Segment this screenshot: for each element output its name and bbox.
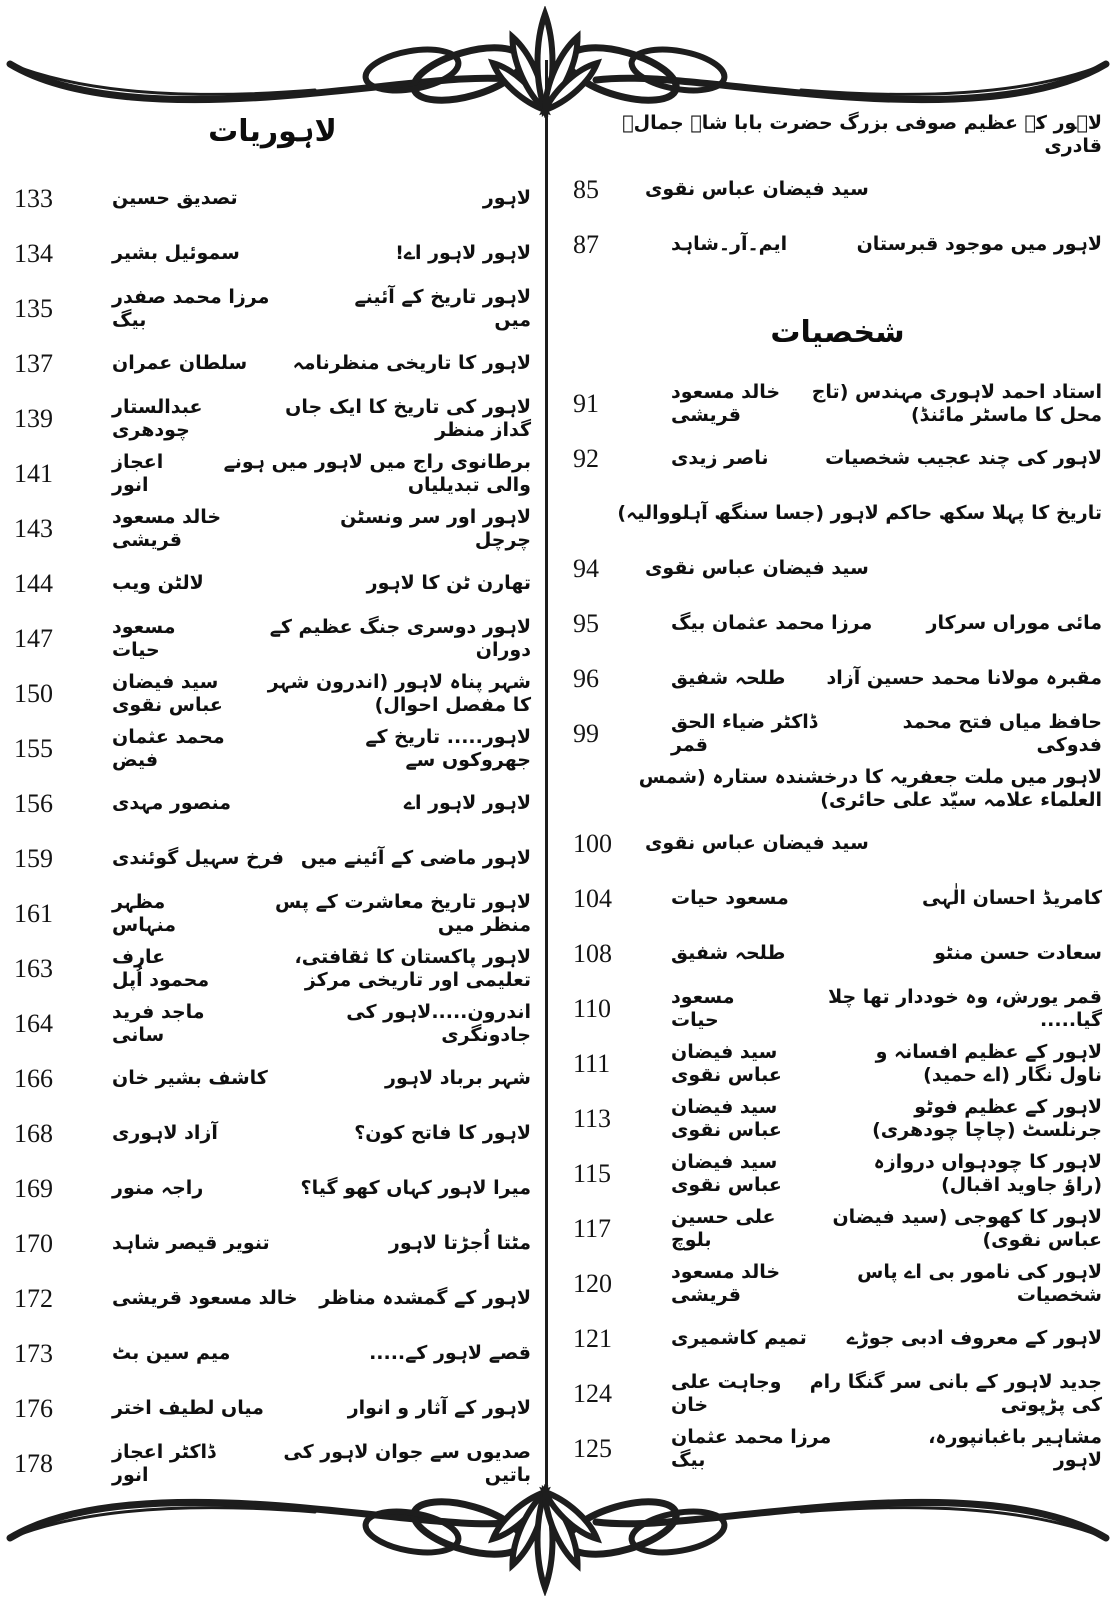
entry-author: میم سین بٹ	[112, 1342, 231, 1365]
entry-author: فرخ سہیل گوئندی	[112, 847, 284, 870]
entry-text	[86, 187, 531, 209]
entry-author: خالد مسعود قریشی	[112, 506, 222, 551]
entry-author: راجہ منور	[112, 1177, 204, 1200]
page-number: 141	[14, 458, 53, 488]
page-number: 94	[573, 553, 599, 583]
page-number: 96	[573, 663, 599, 693]
entry-text	[645, 381, 1102, 426]
page-number: 117	[573, 1213, 612, 1243]
entry-text	[645, 233, 1102, 255]
entry-text	[645, 447, 1102, 469]
entry-text	[573, 112, 1102, 157]
entry-title: برطانوی راج میں لاہور میں ہونے والی تبدیلیاں	[223, 451, 531, 496]
toc-entry	[573, 217, 1102, 272]
page-number: 137	[14, 348, 53, 378]
page-number: 113	[573, 1103, 612, 1133]
entry-author: ناصر زیدی	[671, 447, 769, 470]
page-number: 169	[14, 1173, 53, 1203]
page-number: 161	[14, 898, 53, 928]
entry-author: ڈاکٹر اعجاز انور	[112, 1441, 216, 1486]
entry-text	[645, 832, 1102, 854]
entry-author: ڈاکٹر ضیاء الحق قمر	[671, 711, 818, 756]
entry-author: طلحہ شفیق	[671, 667, 786, 690]
toc-entry	[573, 1421, 1102, 1476]
page-number: 147	[14, 623, 53, 653]
entry-title: لاہور تاریخ معاشرت کے پس منظر میں	[274, 891, 531, 936]
entry-title: لاہور..... تاریخ کے جھروکوں سے	[365, 726, 531, 771]
page-number: 172	[14, 1283, 53, 1313]
entry-text	[86, 1001, 531, 1046]
entry-text	[86, 1122, 531, 1144]
entry-text	[645, 612, 1102, 634]
toc-entry	[573, 486, 1102, 541]
page-number: 134	[14, 238, 53, 268]
entry-author: لالٹن ویب	[112, 572, 204, 595]
entry-text	[86, 847, 531, 869]
entry-text	[86, 1397, 531, 1419]
entry-title: لاہور کی تاریخ کا ایک جاں گداز منظر	[285, 396, 531, 441]
toc-entry	[14, 1161, 531, 1216]
entry-text	[86, 891, 531, 936]
page-number: 133	[14, 183, 53, 213]
entry-title: استاد احمد لاہوری مہندس (تاج محل کا ماسٹر مائنڈ)	[811, 381, 1102, 426]
page-number: 111	[573, 1048, 611, 1078]
toc-entry	[14, 886, 531, 941]
entry-title: لاہور کا فاتح کون؟	[354, 1122, 531, 1145]
entry-text	[86, 352, 531, 374]
toc-entry	[573, 1311, 1102, 1366]
entry-title: کامریڈ احسان الٰہی	[922, 887, 1102, 910]
entry-text	[645, 711, 1102, 756]
page-number: 163	[14, 953, 53, 983]
entry-title: مقبرہ مولانا محمد حسین آزاد	[826, 667, 1102, 690]
toc-entry	[573, 1201, 1102, 1256]
entry-text	[86, 671, 531, 716]
entry-author: میاں لطیف اختر	[112, 1397, 264, 1420]
entry-text	[645, 667, 1102, 689]
entry-author: مسعود حیات	[112, 616, 176, 661]
entry-title: لاہور میں موجود قبرستان	[856, 233, 1102, 256]
entry-author: سید فیضان عباس نقوی	[645, 557, 869, 580]
entry-author: سید فیضان عباس نقوی	[671, 1041, 782, 1086]
entry-title: مائی موراں سرکار	[926, 612, 1102, 635]
entry-title: لاہور کے معروف ادبی جوڑے	[846, 1327, 1102, 1350]
toc-entry	[14, 776, 531, 831]
entry-title: تاریخ کا پہلا سکھ حاکم لاہور (جسا سنگھ آہلووالیہ)	[617, 502, 1102, 525]
toc-entry	[573, 926, 1102, 981]
toc-entry	[573, 816, 1102, 871]
entry-text	[645, 887, 1102, 909]
entry-text	[86, 242, 531, 264]
toc-entry	[573, 761, 1102, 816]
toc-entry	[14, 1051, 531, 1106]
entry-text	[645, 1041, 1102, 1086]
entry-text	[86, 1342, 531, 1364]
entry-title: لاہور لاہور اے	[403, 792, 531, 815]
page-number: 110	[573, 993, 612, 1023]
entry-title: صدیوں سے جوان لاہور کی باتیں	[283, 1441, 531, 1486]
entry-author: محمد عثمان فیض	[112, 726, 225, 771]
entry-author: مرزا محمد عثمان بیگ	[671, 1426, 832, 1471]
entry-text	[86, 616, 531, 661]
toc-entry	[573, 1036, 1102, 1091]
toc-entry	[573, 871, 1102, 926]
entry-title: اندرون.....لاہور کی جادونگری	[346, 1001, 531, 1046]
entry-text	[86, 946, 531, 991]
toc-entry	[573, 651, 1102, 706]
page-number: 87	[573, 229, 599, 259]
toc-column-shakhsiyat	[547, 95, 1116, 1520]
page-number: 143	[14, 513, 53, 543]
entry-title: لاہور کا چودہواں دروازہ (راؤ جاوید اقبال)	[873, 1151, 1102, 1196]
section-heading	[573, 300, 1102, 364]
entry-text	[86, 396, 531, 441]
entry-author: سید فیضان عباس نقوی	[671, 1151, 782, 1196]
entry-title: لاہور ماضی کے آئینے میں	[300, 847, 531, 870]
entry-author: ایم۔آر۔شاہد	[671, 233, 788, 256]
toc-entry	[14, 446, 531, 501]
entry-title: لاہور کے عظیم صوفی بزرگ حضرت بابا شاہ جمالؒ قادری	[622, 112, 1102, 157]
entry-title: جدید لاہور کے بانی سر گنگا رام کی پڑپوتی	[809, 1371, 1102, 1416]
entry-text	[573, 766, 1102, 811]
entry-title: لاہور دوسری جنگ عظیم کے دوران	[269, 616, 531, 661]
entry-title: لاہور لاہور اے!	[395, 242, 531, 265]
entry-author: ماجد فرید سانی	[112, 1001, 205, 1046]
page-number: 155	[14, 733, 53, 763]
entry-text	[86, 1177, 531, 1199]
toc-entry	[573, 1256, 1102, 1311]
entry-text	[645, 1206, 1102, 1251]
entry-text	[86, 1067, 531, 1089]
entry-author: سموئیل بشیر	[112, 242, 240, 265]
entry-title: قمر یورش، وہ خوددار تھا چلا گیا.....	[828, 986, 1102, 1031]
entry-author: عارف محمود اُپل	[112, 946, 210, 991]
entry-author: تمیم کاشمیری	[671, 1327, 807, 1350]
page-number: 173	[14, 1338, 53, 1368]
entry-title: لاہور کے گمشدہ مناظر	[319, 1287, 531, 1310]
entry-title: لاہور کے عظیم فوٹو جرنلسٹ (چاچا چودھری)	[872, 1096, 1102, 1141]
toc-entry	[14, 1216, 531, 1271]
section-heading-text: شخصیات	[770, 314, 905, 350]
toc-entry	[14, 226, 531, 281]
entry-title: لاہور کے آثار و انوار	[347, 1397, 531, 1420]
page-number: 115	[573, 1158, 612, 1188]
page-number: 95	[573, 608, 599, 638]
entry-text	[645, 1371, 1102, 1416]
entry-author: خالد مسعود قریشی	[671, 381, 781, 426]
toc-entry	[573, 376, 1102, 431]
page-number: 164	[14, 1008, 53, 1038]
entry-text	[86, 286, 531, 331]
entry-text	[86, 506, 531, 551]
entry-title: لاہور کی چند عجیب شخصیات	[825, 447, 1102, 470]
page-number: 91	[573, 388, 599, 418]
toc-entry	[14, 1106, 531, 1161]
entry-title: لاہور میں ملت جعفریہ کا درخشندہ ستارہ (شمس العلماء علامہ سیّد علی حائری)	[638, 766, 1102, 811]
page-number: 150	[14, 678, 53, 708]
entry-title: میرا لاہور کہاں کھو گیا؟	[300, 1177, 531, 1200]
entry-text	[645, 1327, 1102, 1349]
entry-text	[86, 726, 531, 771]
entry-title: لاہور اور سر ونسٹن چرچل	[340, 506, 531, 551]
entry-author: سید فیضان عباس نقوی	[112, 671, 223, 716]
toc-entry	[14, 1326, 531, 1381]
entry-title: مٹتا اُجڑتا لاہور	[388, 1232, 531, 1255]
toc-entry	[14, 171, 531, 226]
page-number: 168	[14, 1118, 53, 1148]
toc-entry	[14, 1381, 531, 1436]
toc-column-lahoriyat	[0, 95, 547, 1520]
entry-title: سعادت حسن منٹو	[934, 942, 1102, 965]
toc-entry	[14, 281, 531, 336]
entry-text	[645, 178, 1102, 200]
entry-text	[645, 942, 1102, 964]
entry-title: قصے لاہور کے.....	[369, 1342, 531, 1365]
toc-entry	[573, 981, 1102, 1036]
page-number: 159	[14, 843, 53, 873]
toc-entry	[14, 556, 531, 611]
toc-entry	[14, 721, 531, 776]
entry-author: سلطان عمران	[112, 352, 248, 375]
entry-text	[645, 1426, 1102, 1471]
section-heading	[14, 99, 531, 163]
page-number: 100	[573, 828, 612, 858]
entry-author: عبدالستار چودھری	[112, 396, 203, 441]
entry-author: منصور مہدی	[112, 792, 231, 815]
toc-entry	[14, 996, 531, 1051]
page-number: 124	[573, 1378, 612, 1408]
entry-author: تنویر قیصر شاہد	[112, 1232, 270, 1255]
page-number: 139	[14, 403, 53, 433]
entry-title: لاہور کا کھوجی (سید فیضان عباس نقوی)	[832, 1206, 1102, 1251]
entry-title: لاہور تاریخ کے آئینے میں	[354, 286, 531, 331]
toc-columns	[0, 95, 1116, 1520]
entry-author: کاشف بشیر خان	[112, 1067, 268, 1090]
page-number: 92	[573, 443, 599, 473]
entry-author: مرزا محمد صفدر بیگ	[112, 286, 270, 331]
entry-text	[573, 502, 1102, 524]
page-number: 178	[14, 1448, 53, 1478]
page-number: 99	[573, 718, 599, 748]
entry-author: سید فیضان عباس نقوی	[671, 1096, 782, 1141]
section-heading-text: لاہوریات	[208, 113, 337, 149]
toc-entry	[14, 666, 531, 721]
entry-title: شہر پناہ لاہور (اندرون شہر کا مفصل احوال)	[267, 671, 531, 716]
toc-entry	[573, 1091, 1102, 1146]
entry-title: لاہور کا تاریخی منظرنامہ	[292, 352, 531, 375]
page-number: 104	[573, 883, 612, 913]
entry-title: لاہور کی نامور بی اے پاس شخصیات	[857, 1261, 1102, 1306]
entry-author: مظہر منہاس	[112, 891, 177, 936]
entry-author: اعجاز انور	[112, 451, 164, 496]
entry-text	[86, 792, 531, 814]
entry-author: خالد مسعود قریشی	[112, 1287, 298, 1310]
entry-title: شہر برباد لاہور	[385, 1067, 531, 1090]
entry-author: سید فیضان عباس نقوی	[645, 178, 869, 201]
toc-entry	[573, 706, 1102, 761]
entry-author: سید فیضان عباس نقوی	[645, 832, 869, 855]
entry-text	[86, 1287, 531, 1309]
entry-text	[86, 1441, 531, 1486]
toc-entry	[573, 431, 1102, 486]
page-number: 121	[573, 1323, 612, 1353]
page-number: 144	[14, 568, 53, 598]
toc-entry	[573, 107, 1102, 162]
entry-title: لاہور پاکستان کا ثقافتی، تعلیمی اور تاریخی مرکز	[294, 946, 531, 991]
page-number: 156	[14, 788, 53, 818]
toc-entry	[14, 391, 531, 446]
toc-entry	[14, 1436, 531, 1491]
entry-text	[645, 1096, 1102, 1141]
entry-text	[86, 572, 531, 594]
page-number: 170	[14, 1228, 53, 1258]
entry-text	[645, 557, 1102, 579]
page-number: 85	[573, 174, 599, 204]
entry-author: تصدیق حسین	[112, 187, 238, 210]
toc-entry	[573, 596, 1102, 651]
page-number: 135	[14, 293, 53, 323]
entry-author: آزاد لاہوری	[112, 1122, 218, 1145]
entry-text	[645, 1261, 1102, 1306]
entry-title: لاہور	[482, 187, 531, 210]
page-number: 176	[14, 1393, 53, 1423]
page-number: 108	[573, 938, 612, 968]
entry-text	[86, 451, 531, 496]
toc-entry	[14, 336, 531, 391]
toc-entry	[14, 501, 531, 556]
entry-title: حافظ میاں فتح محمد فدوکی	[902, 711, 1102, 756]
entry-author: طلحہ شفیق	[671, 942, 786, 965]
toc-entry	[573, 1366, 1102, 1421]
toc-entry	[14, 1271, 531, 1326]
entry-author: وجاہت علی خان	[671, 1371, 782, 1416]
entry-author: مرزا محمد عثمان بیگ	[671, 612, 873, 635]
entry-author: علی حسین بلوچ	[671, 1206, 776, 1251]
toc-entry	[573, 162, 1102, 217]
toc-entry	[573, 1146, 1102, 1201]
page-number: 120	[573, 1268, 612, 1298]
toc-entry	[14, 831, 531, 886]
page-number: 166	[14, 1063, 53, 1093]
entry-title: مشاہیر باغبانپورہ، لاہور	[928, 1426, 1102, 1471]
toc-entry	[14, 611, 531, 666]
toc-entry	[573, 541, 1102, 596]
entry-author: خالد مسعود قریشی	[671, 1261, 781, 1306]
page-number: 125	[573, 1433, 612, 1463]
entry-text	[645, 986, 1102, 1031]
entry-text	[86, 1232, 531, 1254]
entry-title: تھارن ٹن کا لاہور	[366, 572, 531, 595]
toc-entry	[14, 941, 531, 996]
entry-title: لاہور کے عظیم افسانہ و ناول نگار (اے حمید)	[875, 1041, 1102, 1086]
bottom-flourish-ornament	[0, 1484, 1116, 1596]
entry-author: مسعود حیات	[671, 887, 789, 910]
entry-text	[645, 1151, 1102, 1196]
entry-author: مسعود حیات	[671, 986, 735, 1031]
